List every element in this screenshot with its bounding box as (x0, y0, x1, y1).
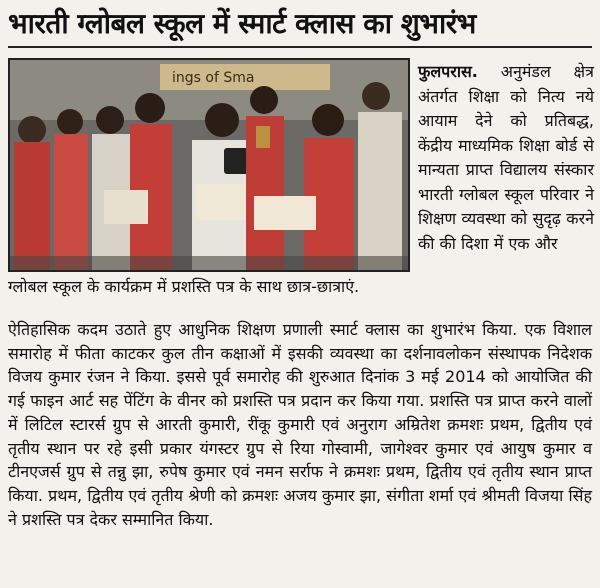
headline-rule (8, 46, 592, 48)
article-intro (418, 60, 594, 256)
article-body: ऐतिहासिक कदम उठाते हुए आधुनिक शिक्षण प्रणाली स्मार्ट क्लास का शुभारंभ किया. एक विशाल समारोह में फीता काटकर कुल तीन कक्षाओं में इसकी व्यवस्था का दर्शनावलोकन संस्थापक निदेशक विजय कुमार रंजन ने किया. इससे पूर्व समारोह की शुरुआत दिनांक 3 मई 2014 को आयोजित की गई फाइन आर्ट सह पेंटिंग के वीनर को प्रशस्ति पत्र प्रदान कर किया गया. प्रशस्ति पत्र प्राप्त करने वालों में लिटिल स्टारर्स ग्रुप से आरती कुमारी, रींकू कुमारी एवं अनुराग अम्रितेश क्रमशः प्रथम, द्वितीय एवं तृतीय स्थान पर रहे इसी प्रकार यंगस्टर ग्रुप से रिया गोस्वामी, जागेश्वर कुमार एवं आयुष कुमार व टीनएजर्स ग्रुप से तन्नु झा, रुपेष कुमार एवं नमन सर्राफ ने क्रमशः प्रथम, द्वितीय एवं तृतीय स्थान प्राप्त किया. प्रथम, द्वितीय एवं तृतीय श्रेणी को क्रमशः अजय कुमार झा, संगीता शर्मा एवं श्रीमती विजया सिंह ने प्रशस्ति पत्र देकर सम्मानित किया. (8, 320, 592, 529)
intro-text: अनुमंडल क्षेत्र अंतर्गत शिक्षा को नित्य नये आयाम देने को प्रतिबद्ध, केंद्रीय माध्यमिक शिक्षा बोर्ड से मान्यता प्राप्त विद्यालय संस्कार भारती ग्लोबल स्कूल परिवार ने शिक्षण व्यवस्था को सुदृढ़ करने की की दिशा में एक और (418, 62, 594, 253)
photo-caption: ग्लोबल स्कूल के कार्यक्रम में प्रशस्ति पत्र के साथ छात्र-छात्राएं. (8, 277, 360, 296)
news-photo (8, 58, 410, 272)
headline: भारती ग्लोबल स्कूल में स्मार्ट क्लास का शुभारंभ (8, 7, 476, 40)
photo-banner-text: ings of Sma (172, 70, 255, 86)
dateline: फुलपरास. (418, 62, 478, 81)
